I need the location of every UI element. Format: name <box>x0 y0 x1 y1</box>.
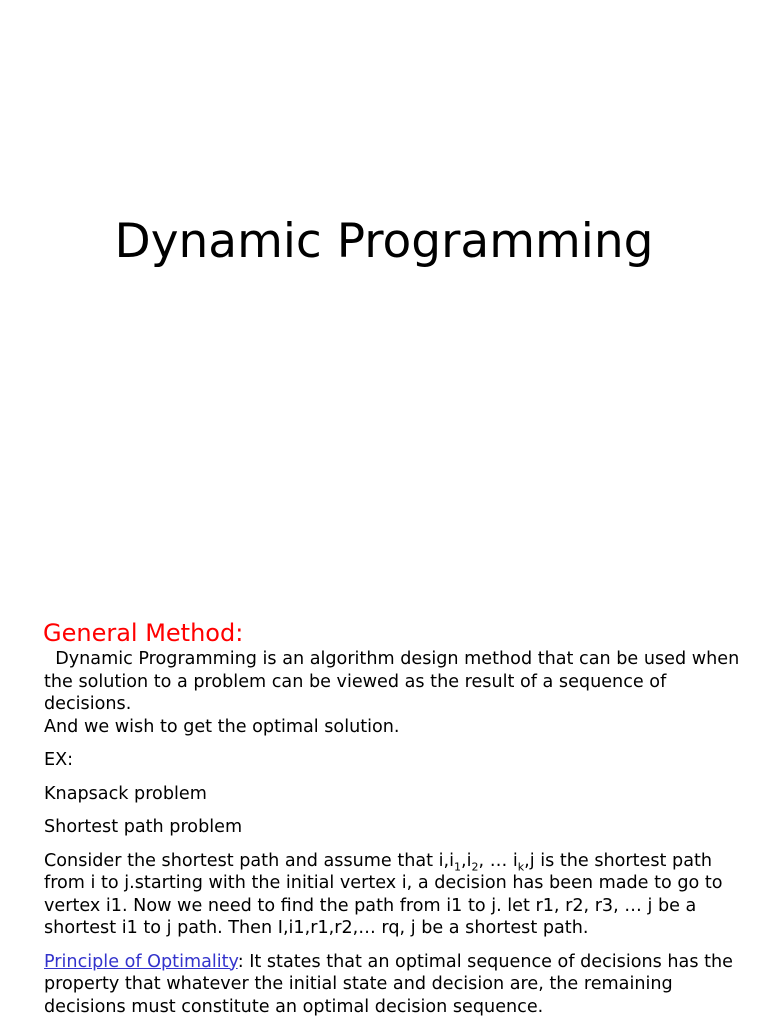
consider-dots: , … i <box>478 850 518 871</box>
example-shortest-path: Shortest path problem <box>44 817 243 837</box>
subscript-2: 2 <box>471 860 479 874</box>
subscript-k: k <box>517 860 525 874</box>
subscript-1: 1 <box>454 860 462 874</box>
intro-paragraph-2: And we wish to get the optimal solution. <box>44 716 400 737</box>
content-area <box>44 618 744 1018</box>
consider-comma: ,i <box>461 850 472 871</box>
intro-paragraph: Dynamic Programming is an algorithm design method that can be used when the solution to a problem can be viewed as the result of a sequence of decisions. <box>44 649 745 714</box>
consider-prefix: Consider the shortest path and assume that i,i <box>44 850 455 871</box>
example-label: EX: <box>44 750 74 770</box>
example-knapsack: Knapsack problem <box>44 783 207 804</box>
section-heading: General Method: <box>43 619 244 647</box>
principle-paragraph <box>44 951 744 1019</box>
principle-link[interactable]: Principle of Optimality <box>44 951 238 972</box>
consider-rest: ,j is the shortest path from i to j.starting with the initial vertex i, a decision has been made to go to vertex i1. Now we need to find the path from i1 to j. let r1, r2, r3, … j be a shortest i1 to j path. Then I,i1,r1,r2,… rq, j be a shortest path. <box>44 850 723 938</box>
slide-title: Dynamic Programming <box>114 214 654 269</box>
shortest-path-paragraph <box>44 850 744 940</box>
principle-text: : It states that an optimal sequence of decisions has the property that whatever the initial state and decision are, the remaining decisions must constitute an optimal decision sequence. <box>44 951 733 1017</box>
